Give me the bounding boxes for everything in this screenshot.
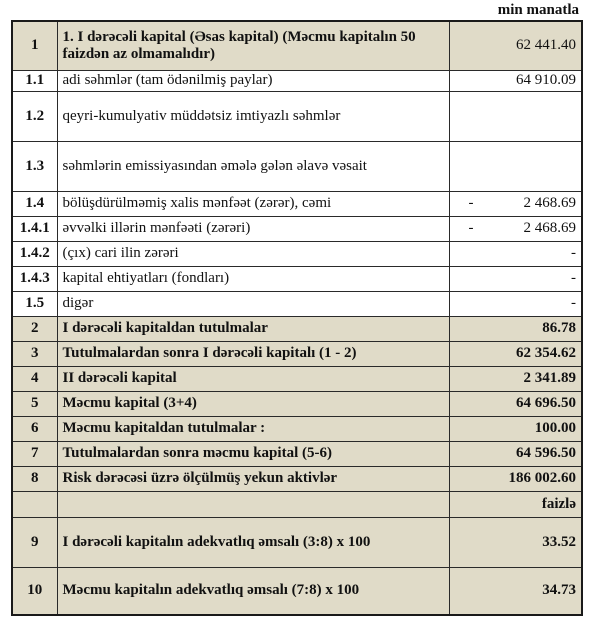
row-number: 8 [12, 466, 57, 491]
row-number: 5 [12, 391, 57, 416]
row-value-text: 64 910.09 [516, 72, 576, 88]
row-label: qeyri-kumulyativ müddətsiz imtiyazlı səhmlər [57, 91, 449, 141]
row-label: Məcmu kapital (3+4) [57, 391, 449, 416]
row-value [449, 21, 582, 70]
row-number: 3 [12, 341, 57, 366]
row-label: II dərəcəli kapital [57, 366, 449, 391]
row-number: 10 [12, 567, 57, 615]
unit-label: min manatla [497, 2, 579, 18]
row-value [449, 291, 582, 316]
table-row [12, 567, 582, 615]
table-row [12, 341, 582, 366]
row-value-text: - [571, 270, 576, 286]
row-number: 1.5 [12, 291, 57, 316]
row-number: 1.3 [12, 141, 57, 191]
row-value [449, 416, 582, 441]
table-row [12, 291, 582, 316]
row-label: Məcmu kapitaldan tutulmalar : [57, 416, 449, 441]
row-number: 6 [12, 416, 57, 441]
row-value [449, 341, 582, 366]
table-row [12, 216, 582, 241]
row-label: digər [57, 291, 449, 316]
row-number: 1.2 [12, 91, 57, 141]
table-row [12, 517, 582, 567]
row-value-text: 100.00 [534, 420, 576, 436]
row-number: 1 [12, 21, 57, 70]
row-number: 1.4.3 [12, 266, 57, 291]
row-value-text: 64 596.50 [516, 445, 576, 461]
row-label: I dərəcəli kapitaldan tutulmalar [57, 316, 449, 341]
table-row [12, 70, 582, 91]
table-row [12, 441, 582, 466]
row-value [449, 517, 582, 567]
row-label [57, 491, 449, 517]
row-number: 1.4.2 [12, 241, 57, 266]
row-value-text: 34.73 [542, 582, 576, 599]
row-number: 1.4.1 [12, 216, 57, 241]
row-value-text: 2 341.89 [523, 370, 576, 386]
row-value [449, 491, 582, 517]
table-row [12, 191, 582, 216]
table-row [12, 141, 582, 191]
minus-sign: - [468, 220, 474, 236]
row-value [449, 70, 582, 91]
row-number: 2 [12, 316, 57, 341]
row-value [449, 91, 582, 141]
row-value [449, 191, 582, 216]
row-value-text: faizlə [541, 495, 576, 512]
row-number: 9 [12, 517, 57, 567]
row-label: Məcmu kapitalın adekvatlıq əmsalı (7:8) x 100 [57, 567, 449, 615]
row-value [449, 316, 582, 341]
row-value [449, 466, 582, 491]
row-value [449, 441, 582, 466]
row-value [449, 141, 582, 191]
row-label: I dərəcəli kapitalın adekvatlıq əmsalı (3:8) x 100 [57, 517, 449, 567]
row-number: 4 [12, 366, 57, 391]
row-label: əvvəlki illərin mənfəəti (zərəri) [57, 216, 449, 241]
row-value [449, 266, 582, 291]
row-value-text: 33.52 [542, 533, 576, 550]
row-value-text: 86.78 [542, 320, 576, 336]
row-value-text: - [571, 245, 576, 261]
row-value-text: 2 468.69 [523, 220, 576, 236]
row-label: Tutulmalardan sonra məcmu kapital (5-6) [57, 441, 449, 466]
table-row [12, 21, 582, 70]
row-number: 1.4 [12, 191, 57, 216]
row-label: Risk dərəcəsi üzrə ölçülmüş yekun aktivlər [57, 466, 449, 491]
minus-sign: - [468, 195, 474, 211]
row-value-text: 64 696.50 [516, 395, 576, 411]
row-label: səhmlərin emissiyasından əmələ gələn əlavə vəsait [57, 141, 449, 191]
table-row [12, 466, 582, 491]
row-label: bölüşdürülməmiş xalis mənfəət (zərər), cəmi [57, 191, 449, 216]
table-row [12, 416, 582, 441]
row-number: 7 [12, 441, 57, 466]
row-value-text: 186 002.60 [508, 470, 576, 486]
table-row [12, 391, 582, 416]
capital-adequacy-table [11, 20, 583, 616]
row-value [449, 241, 582, 266]
row-label: 1. I dərəcəli kapital (Əsas kapital) (Məcmu kapitalın 50 faizdən az olmamalıdır) [57, 21, 449, 70]
row-value-text: 62 354.62 [516, 345, 576, 361]
row-value [449, 216, 582, 241]
table-row [12, 91, 582, 141]
row-label: adi səhmlər (tam ödənilmiş paylar) [57, 70, 449, 91]
row-value-text: 2 468.69 [523, 195, 576, 211]
row-value [449, 567, 582, 615]
row-label: (çıx) cari ilin zərəri [57, 241, 449, 266]
row-value [449, 391, 582, 416]
row-number [12, 491, 57, 517]
table-row [12, 491, 582, 517]
row-label: Tutulmalardan sonra I dərəcəli kapitalı (1 - 2) [57, 341, 449, 366]
table-row [12, 241, 582, 266]
row-value-text: - [571, 295, 576, 311]
table-row [12, 366, 582, 391]
table-row [12, 316, 582, 341]
row-value [449, 366, 582, 391]
row-value-text: 62 441.40 [516, 37, 576, 54]
row-number: 1.1 [12, 70, 57, 91]
table-row [12, 266, 582, 291]
row-label: kapital ehtiyatları (fondları) [57, 266, 449, 291]
